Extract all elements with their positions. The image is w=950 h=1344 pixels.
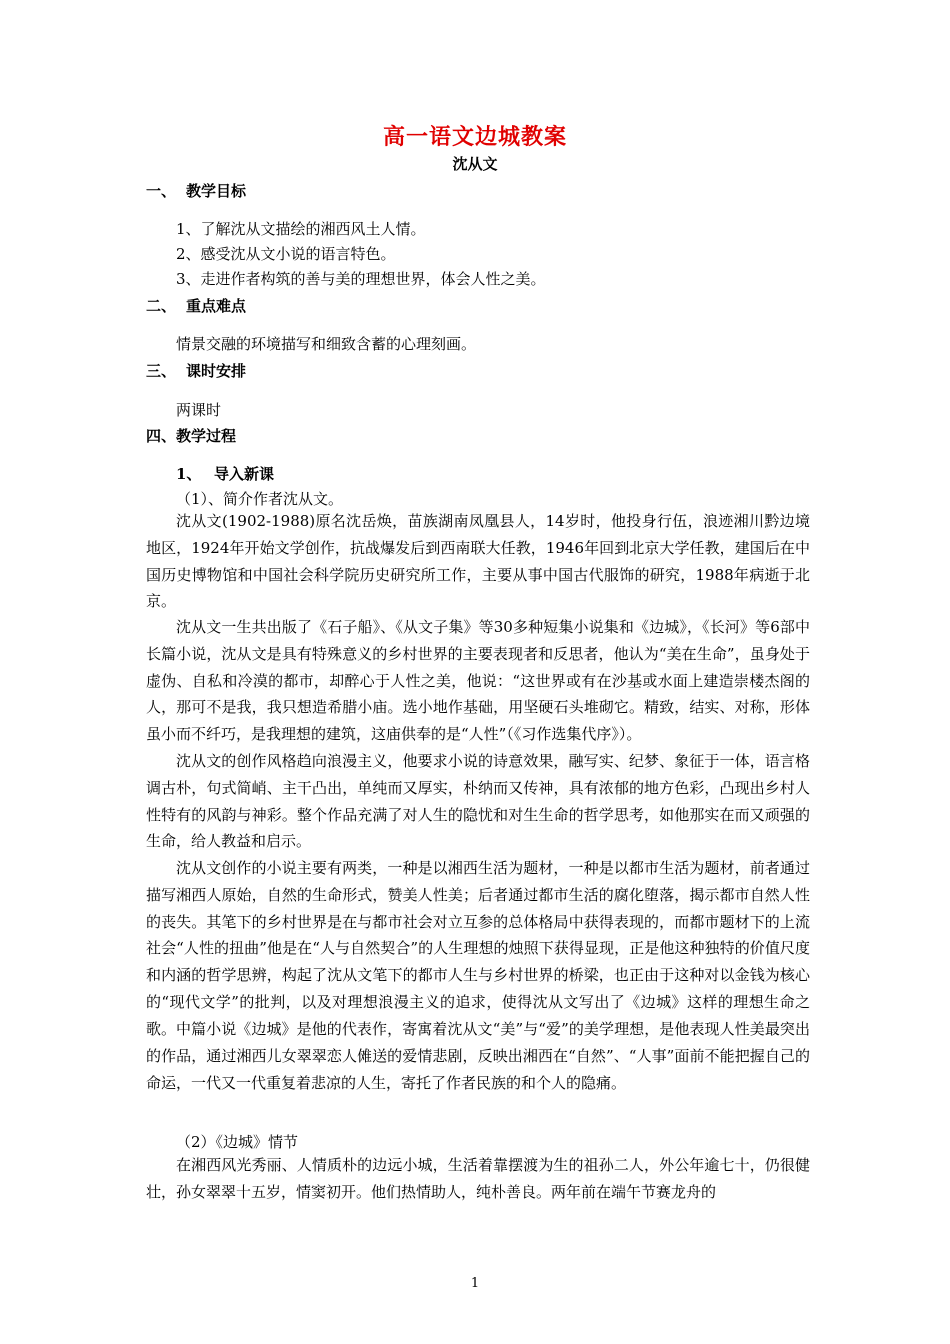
body-paragraph: 沈从文(1902-1988)原名沈岳焕，苗族湖南凤凰县人，14岁时，他投身行伍，浪迹湘川黔边境地区，1924年开始文学创作，抗战爆发后到西南联大任教，1946年回到北京大学任教，建国后在中国历史博物馆和中国社会科学院历史研究所工作，主要从事中国古代服饰的研究，1988年病逝于北京。: [146, 512, 810, 611]
section-title: 重点难点: [186, 297, 247, 315]
section-number: 四、: [146, 427, 177, 445]
body-paragraph: 沈从文创作的小说主要有两类，一种是以湘西生活为题材，一种是以都市生活为题材，前者通过描写湘西人原始，自然的生命形式，赞美人性美；后者通过都市生活的腐化堕落，揭示都市自然人性的丧失。其笔下的乡村世界是在与都市社会对立互参的总体格局中获得表现的，而都市题材下的上流社会“人性的扭曲”他是在“人与自然契合”的人生理想的烛照下获得显现，正是他这种独特的价值尺度和内涵的哲学思辨，构起了沈从文笔下的都市人生与乡村世界的桥梁，也正由于这种对以金钱为核心的“现代文学”的批判，以及对理想浪漫主义的追求，使得沈从文写出了《边城》这样的理想生命之歌。: [146, 859, 810, 1038]
body-paragraph: 在湘西风光秀丽、人情质朴的边远小城，生活着靠摆渡为生的祖孙二人，外公年逾七十，仍很健壮，孙女翠翠十五岁，情窦初开。他们热情助人，纯朴善良。两年前在端午节赛龙舟的: [146, 1156, 810, 1201]
section-title: 课时安排: [186, 362, 247, 380]
objective-item: 1、了解沈从文描绘的湘西风土人情。: [176, 220, 426, 238]
key-points-text: 情景交融的环境描写和细致含蓄的心理刻画。: [176, 335, 477, 353]
step-title: 导入新课: [214, 465, 275, 483]
page-number: 1: [470, 1276, 480, 1291]
body-paragraph: 沈从文的创作风格趋向浪漫主义，他要求小说的诗意效果，融写实、纪梦、象征于一体，语言格调古朴，句式简峭、主干凸出，单纯而又厚实，朴纳而又传神，具有浓郁的地方色彩，凸现出乡村人性特有的风韵与神彩。整个作品充满了对人生的隐忧和对生生命的哲学思考，如他那实在而又顽强的生命，给人教益和启示。: [146, 752, 810, 851]
section-title: 教学过程: [176, 427, 237, 445]
section-number: 一、: [146, 182, 177, 200]
section-heading-objectives: [146, 180, 246, 201]
process-subitem: （1）、简介作者沈从文。: [176, 490, 344, 508]
section-title: 教学目标: [186, 182, 247, 200]
section-heading-schedule: [146, 360, 246, 381]
objective-item: 2、感受沈从文小说的语言特色。: [176, 245, 396, 263]
process-subitem: （2）《边城》情节: [176, 1133, 299, 1151]
body-paragraph: 中篇小说《边城》是他的代表作，寄寓着沈从文“美”与“爱”的美学理想，是他表现人性美最突出的作品，通过湘西儿女翠翠恋人傩送的爱情悲剧，反映出湘西在“自然”、“人事”面前不能把握自己的命运，一代又一代重复着悲凉的人生，寄托了作者民族的和个人的隐痛。: [146, 1020, 810, 1092]
body-paragraph: 沈从文一生共出版了《石子船》、《从文子集》等30多种短集小说集和《边城》，《长河》等6部中长篇小说，沈从文是具有特殊意义的乡村世界的主要表现者和反思者，他认为“美在生命”，虽身处于虚伪、自私和冷漠的都市，却醉心于人性之美，他说：“这世界或有在沙基或水面上建造崇楼杰阁的人，那可不是我，我只想造希腊小庙。选小地作基础，用坚硬石头堆砌它。精致，结实、对称，形体虽小而不纤巧，是我理想的建筑，这庙供奉的是“人性”（《习作选集代序》）。: [146, 618, 810, 744]
schedule-text: 两课时: [176, 401, 222, 419]
section-heading-key-points: [146, 295, 246, 316]
document-author: 沈从文: [452, 155, 498, 173]
section-number: 三、: [146, 362, 177, 380]
step-number: 1、: [176, 465, 202, 483]
objective-item: 3、走进作者构筑的善与美的理想世界，体会人性之美。: [176, 270, 546, 288]
section-heading-process: [146, 425, 236, 446]
document-title: 高一语文边城教案: [382, 124, 567, 150]
section-number: 二、: [146, 297, 177, 315]
step-heading: [176, 463, 274, 484]
